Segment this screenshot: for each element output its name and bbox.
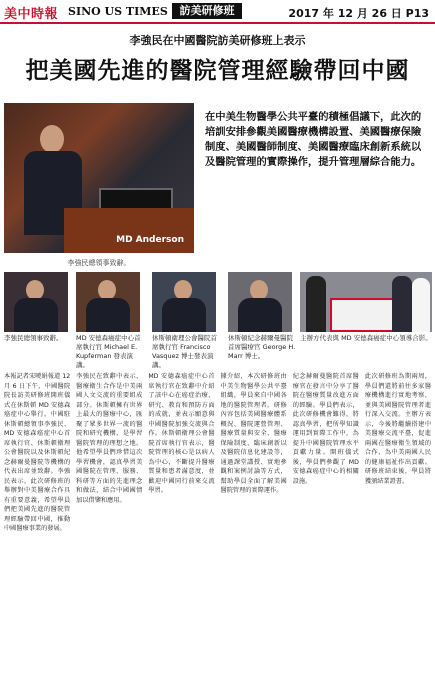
body-column-6: 此次研修班為期兩周，學員們還將前往多家醫療機構進行實地考察，並與美國醫院管理者進行深入交流。主辦方表示，今後將繼續搭建中美醫療交流平臺，促進兩國在醫療衛生領域的合作，為中美兩國人民的健康福祉作出貢獻。研修班結束後，學員將獲頒結業證書。 (364, 373, 432, 485)
small-photo-1 (4, 272, 68, 332)
small-photo-3 (152, 272, 216, 332)
group-person (306, 276, 326, 332)
body-column-2: 李強民在致辭中表示，醫療衛生合作是中美兩國人文交流的重要組成部分。休斯頓擁有世界上最大的醫療中心，匯聚了眾多世界一流的醫院和研究機構，是學習醫院管理的理想之地。他希望學員們珍惜這次學習機會，認真學習美國醫院在管理、服務、科研等方面的先進理念和做法，結合中國國情加以借鑒和應用。 (76, 373, 143, 504)
certificate-sign (330, 298, 394, 332)
section-label: 訪美研修班 (172, 3, 242, 19)
masthead-rule (0, 22, 435, 24)
body-column-1: 本報記者宋曉娟報道 12 月 6 日下午，中國醫院院長訪美研修班開班儀式在休斯頓 MD 安德森癌症中心舉行。中國駐休斯頓總領事李強民、MD 安德森癌症中心首席執行官、休斯頓衛理公會醫院以及休斯頓紀念赫爾曼醫院等機構的代表出席並致辭。李強民表示，此次研修班的舉辦對中美醫療合作具有重要意義，希望學員們把美國先進的醫院管理經驗帶回中國，推動中國醫療事業的發展。 (4, 373, 71, 532)
body-column-5: 紀念赫爾曼醫院首席醫療官在發言中分享了醫院在醫療質量改進方面的經驗。學員們表示，此次研修機會難得，將認真學習，把所學知識運用到實際工作中，為提升中國醫院管理水平貢獻力量。開班儀式後，學員們參觀了 MD 安德森癌症中心的相關設施。 (292, 373, 359, 485)
photo-row (0, 272, 435, 369)
speaker-head (40, 125, 64, 153)
person-head (98, 280, 116, 300)
small-photo-caption-3: 休斯頓衛理公會醫院首席執行官 Francisco Vasquez 博士發表演講。 (152, 334, 217, 369)
newspaper-logo: 美中時報 (4, 7, 59, 22)
main-photo-caption: 李強民總領事致辭。 (67, 259, 131, 267)
issue-date: 2017 年 12 月 26 日 P13 (288, 7, 429, 20)
newspaper-brand: SINO US TIMES (68, 5, 168, 18)
small-photo-caption-2: MD 安德森癌症中心首席執行官 Michael E. Kupferman 發表演講。 (76, 334, 141, 369)
small-photo-4 (228, 272, 292, 332)
small-photo-caption-1: 李強民總領事致辭。 (4, 334, 63, 342)
body-column-3: MD 安德森癌症中心首席執行官在致辭中介紹了該中心在癌症治療、研究、教育和預防方面的成就，並表示願意與中國醫院加強交流與合作。休斯頓衛理公會醫院首席執行官表示，醫院管理的核心是以病人為中心，不斷提升醫療質量和患者滿意度，並歡迎中國同行前來交流學習。 (148, 373, 215, 494)
person-head (26, 280, 44, 300)
person-body (162, 298, 206, 332)
article-headline: 把美國先進的醫院管理經驗帶回中國 (25, 58, 410, 84)
small-photo-caption-4: 休斯頓紀念赫爾曼醫院首席醫療官 George H. Marr 博士。 (228, 334, 296, 360)
small-photo-2 (76, 272, 140, 332)
main-photo (4, 103, 194, 253)
person-body (86, 298, 130, 332)
person-head (250, 280, 268, 300)
person-body (238, 298, 282, 332)
pull-quote: 在中美生物醫學公共平臺的積極倡議下，此次的培訓安排參觀美國醫療機構設置、美國醫療保險制度、美國醫師制度、美國醫療臨床創新系統以及醫院管理的實際操作，提升管理層綜合能力。 (205, 110, 427, 250)
person-head (174, 280, 192, 300)
group-person (412, 278, 430, 332)
article-subhead: 李強民在中國醫院訪美研修班上表示 (129, 34, 306, 47)
person-body (14, 298, 58, 332)
podium-label: MD Anderson (116, 235, 184, 245)
group-photo (300, 272, 432, 332)
group-photo-caption: 主辦方代表與 MD 安德森癌症中心領導合影。 (300, 334, 432, 342)
masthead (0, 0, 435, 22)
body-column-4: 據介紹，本次研修班由中美生物醫學公共平臺組織，學員來自中國各地的醫院管理者。研修內容包括美國醫療體系概況、醫院運營管理、醫療質量與安全、醫療保險制度、臨床創新以及醫院信息化建設等，通過課堂講授、實地參觀和案例討論等方式，幫助學員全面了解美國醫院管理的實際運作。 (220, 373, 287, 494)
podium (64, 208, 194, 253)
article-body (4, 372, 431, 696)
group-person (392, 276, 412, 332)
